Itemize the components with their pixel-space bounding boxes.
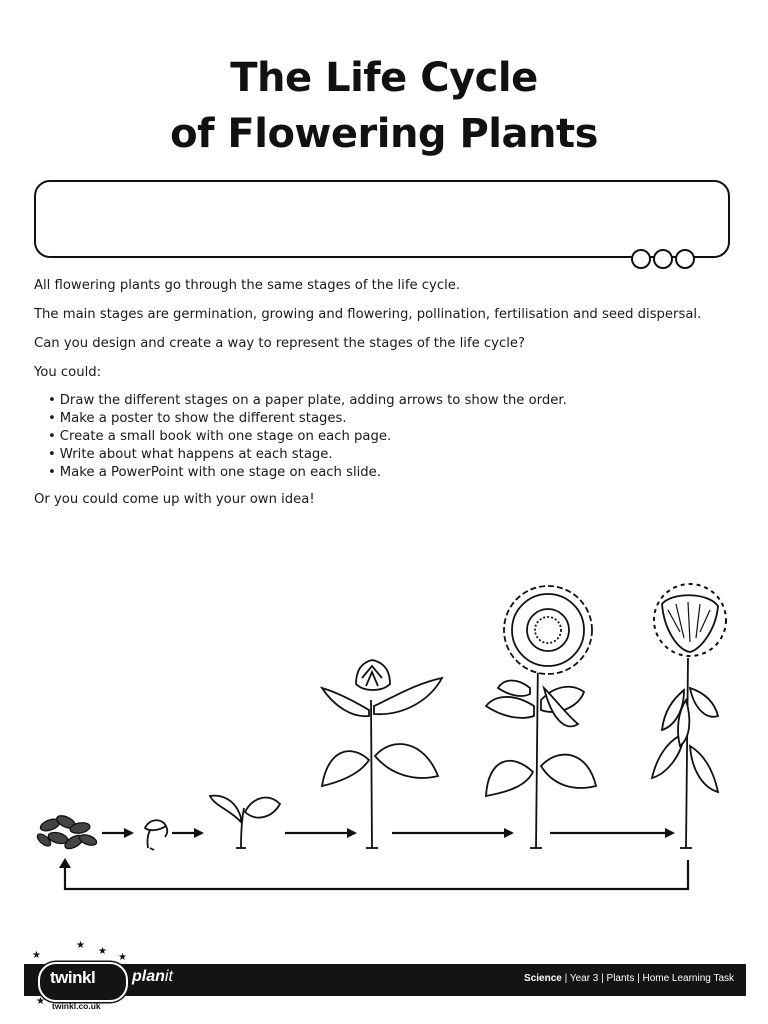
intro-paragraph-1: All flowering plants go through the same stages of the life cycle. (34, 278, 461, 293)
sunflower-icon (486, 586, 596, 848)
idea-item: • Make a PowerPoint with one stage on each slide. (48, 464, 744, 482)
idea-item: • Create a small book with one stage on each page. (48, 428, 744, 446)
dot-icon (631, 249, 651, 269)
intro-paragraph-3: Can you design and create a way to represent the stages of the life cycle? (34, 336, 525, 351)
twinkl-logo-text: twinkl (50, 968, 96, 987)
star-icon: ★ (36, 996, 45, 1007)
intro-paragraph-4: You could: (34, 365, 102, 380)
star-icon: ★ (98, 946, 107, 957)
closing-text: Or you could come up with your own idea! (34, 492, 315, 507)
star-icon: ★ (76, 940, 85, 951)
planit-suffix: it (164, 968, 173, 985)
planit-prefix: plan (132, 968, 165, 985)
dot-icon (653, 249, 673, 269)
intro-paragraph-2: The main stages are germination, growing and flowering, pollination, fertilisation and seed dispersal. (34, 307, 702, 322)
instructions (34, 276, 744, 519)
footer-info: | Year 3 | Plants | Home Learning Task (564, 973, 734, 984)
decorative-dots (631, 249, 695, 269)
answer-box[interactable] (34, 180, 730, 258)
footer-subject: Science (524, 973, 562, 984)
dot-icon (675, 249, 695, 269)
star-icon: ★ (118, 952, 127, 963)
planit-brand (132, 968, 173, 986)
idea-item: • Make a poster to show the different stages. (48, 410, 744, 428)
return-arrow-icon (65, 860, 688, 889)
seedling-icon (210, 796, 280, 848)
idea-item: • Write about what happens at each stage. (48, 446, 744, 464)
ideas-list (48, 392, 744, 482)
wilting-sunflower-icon (652, 584, 726, 848)
life-cycle-diagram (0, 560, 768, 900)
seeds-icon (35, 813, 98, 851)
footer-details (524, 973, 734, 984)
star-icon: ★ (32, 950, 41, 961)
twinkl-url[interactable]: twinkl.co.uk (52, 1001, 101, 1011)
idea-item: • Draw the different stages on a paper plate, adding arrows to show the order. (48, 392, 744, 410)
germinating-seed-icon (145, 820, 167, 850)
budding-plant-icon (322, 660, 442, 848)
title-line-2: of Flowering Plants (170, 111, 598, 157)
title-line-1: The Life Cycle (230, 55, 538, 101)
page-title (0, 50, 768, 162)
